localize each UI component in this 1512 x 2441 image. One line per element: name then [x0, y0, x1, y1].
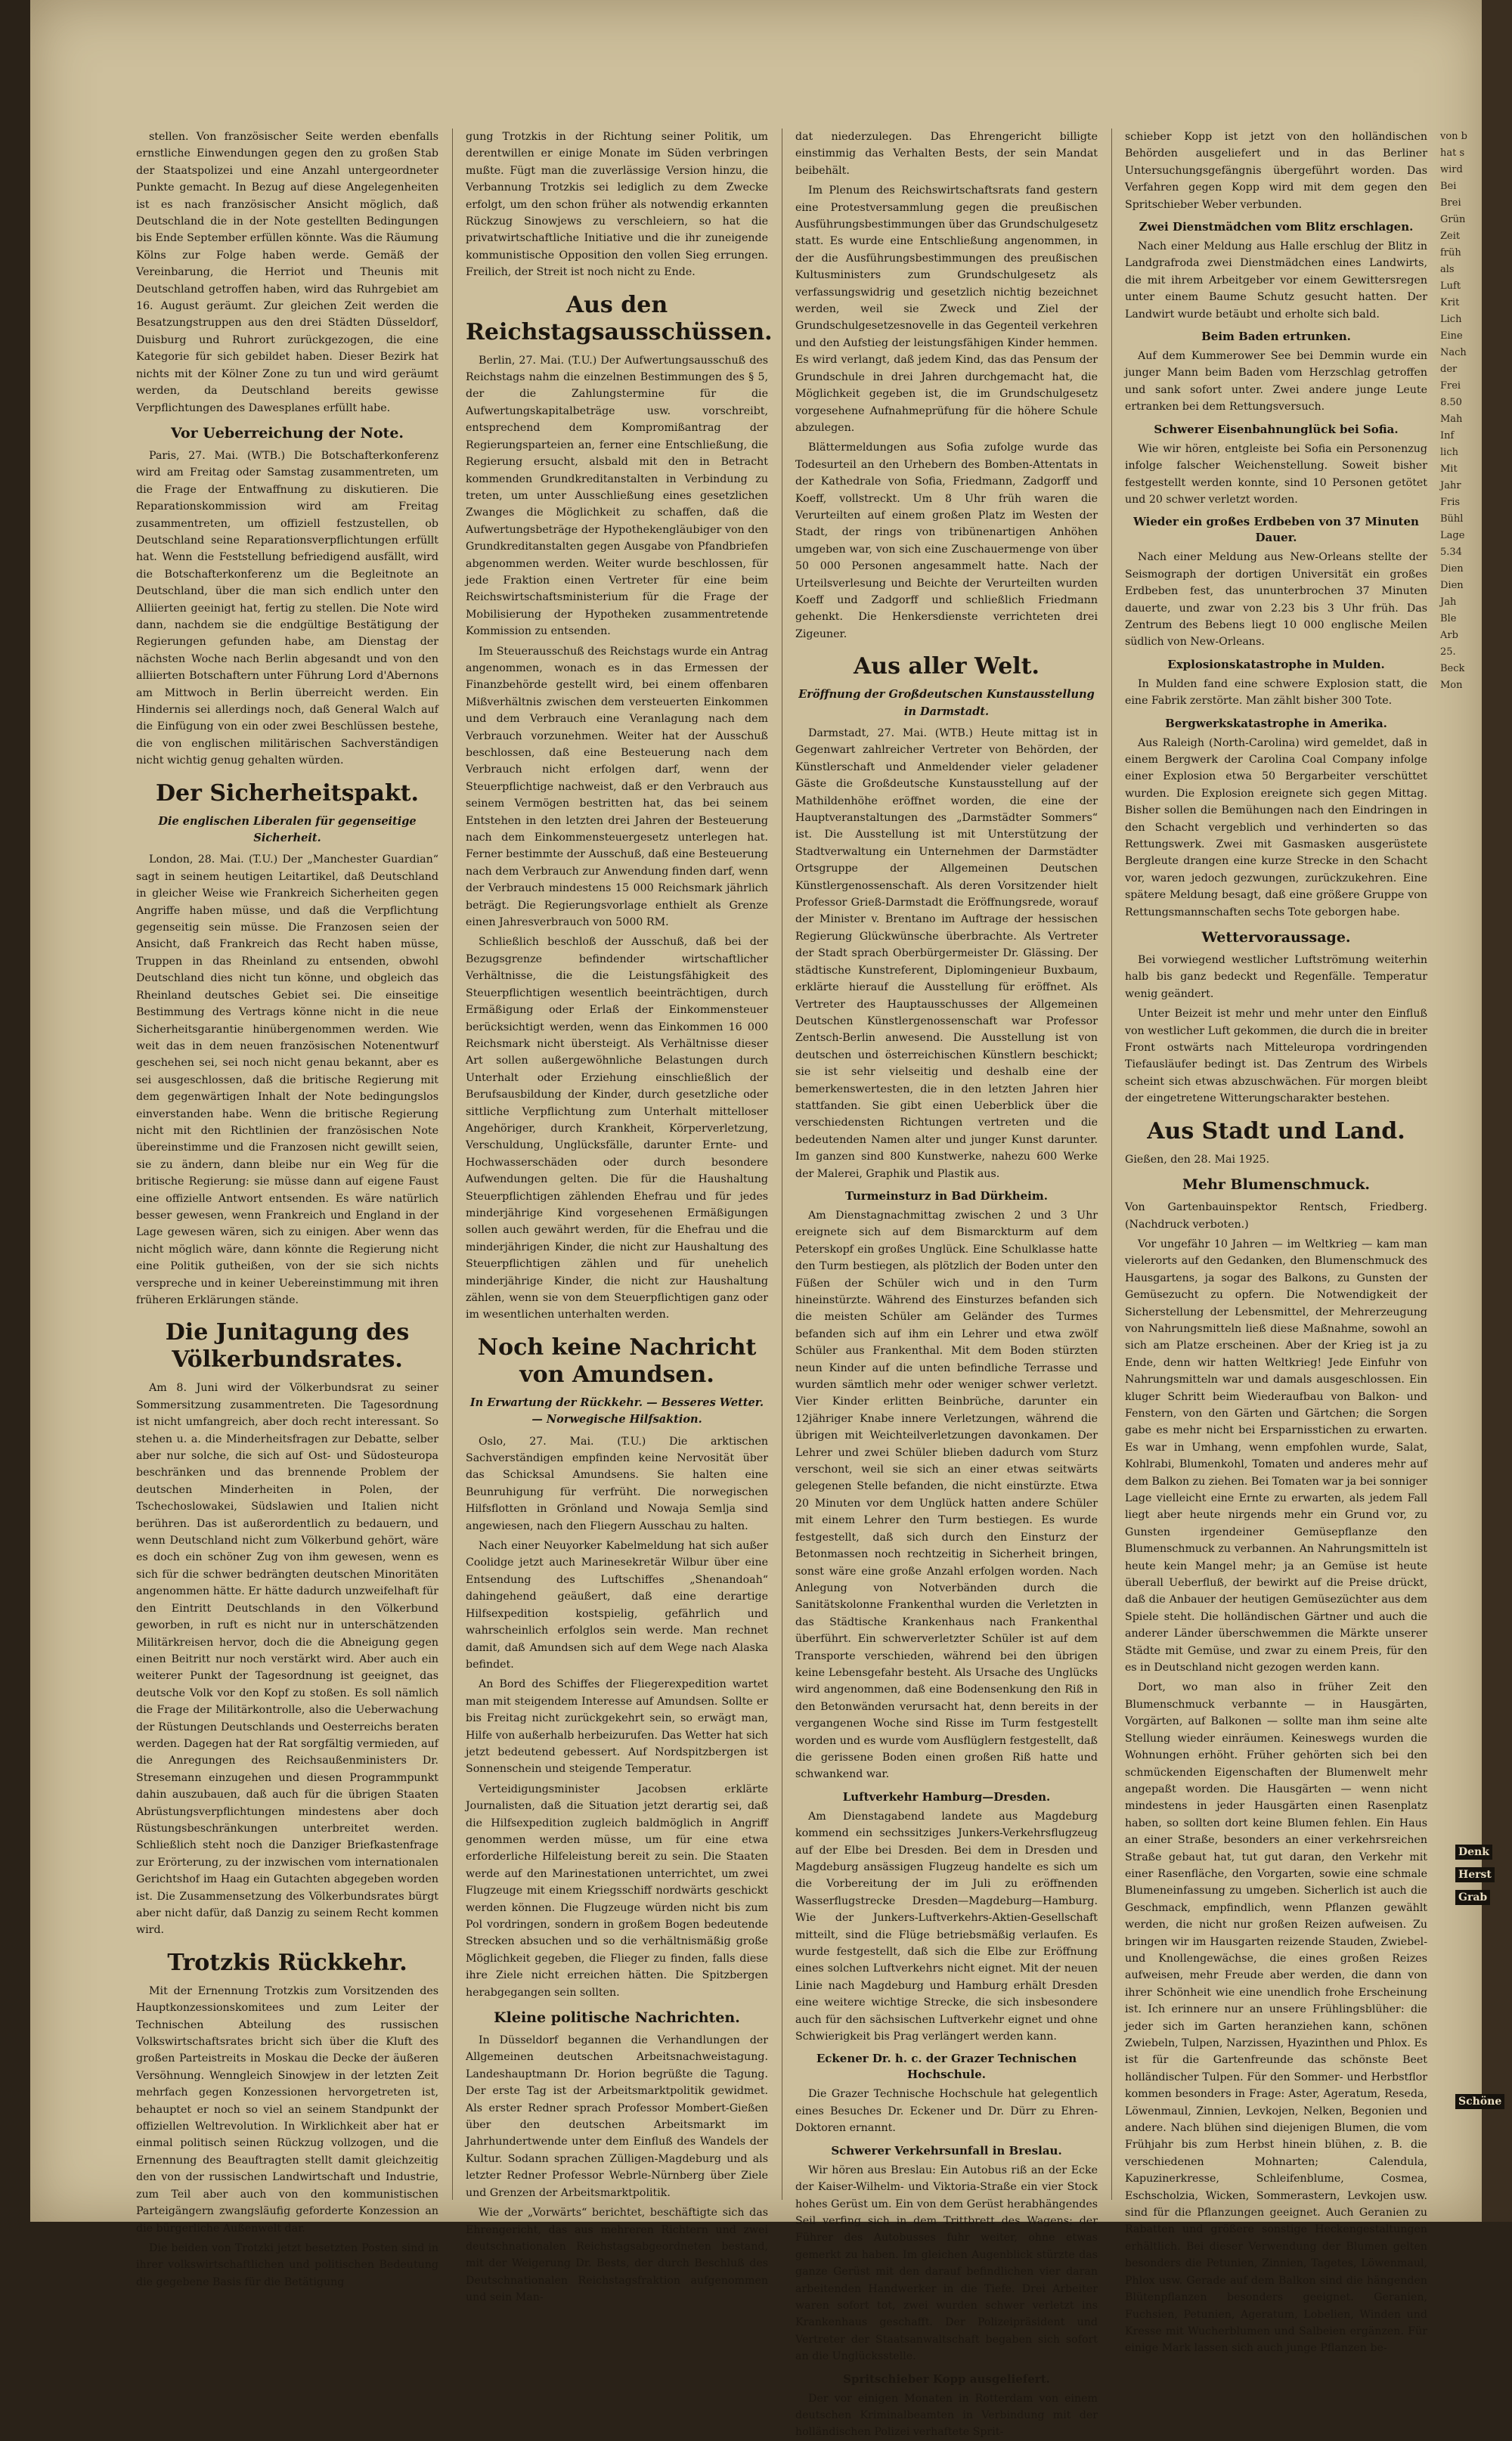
edge-text-fragment: Mon [1440, 680, 1463, 691]
advert-fragment: Grab [1455, 1890, 1490, 1905]
article-paragraph: Am 8. Juni wird der Völkerbundsrat zu seiner Sommersitzung zusammentreten. Die Tagesordnung ist nicht umfangreich, aber doch recht interessant. So stehen u. a. die Minderheitsfragen zur Debatte, selber aber nur solche, die sich auf Ost- und Südosteuropa beschränken und das brennende Problem der deutschen Minderheiten in Polen, der Tschechoslowakei, Südslawien und Italien nicht berühren. Das ist außerordentlich zu bedauern, und wenn Deutschland nicht zum Völkerbund gehört, wäre es doch ein schöner Zug von ihm gewesen, wenn es sich für die schwer bedrängten deutschen Minoritäten angenommen hätte. Er hätte dadurch unzweifelhaft für den Eintritt Deutschlands in den Völkerbund geworben, in ruft es nicht nur in unterschätzenden Militärkreisen hervor, doch die die Abneigung gegen einen Beitritt nur noch verstärkt wird. Aber auch ein weiterer Punkt der Tagesordnung ist geeignet, das deutsche Volk vor den Kopf zu stoßen. Es soll nämlich die Frage der Militärkontrolle, also die Ueberwachung der Rüstungen Deutschlands und Oesterreichs beraten werden. Dagegen hat der Rat sorgfältig vermieden, auf die Anregungen des Reichsaußenministers Dr. Stresemann einzugehen und diesen Programmpunkt dahin auszubauen, daß auch für die übrigen Staaten Abrüstungsverpflichtungen mindestens aber doch Rüstungsbeschränkungen unterbreitet werden. Schließlich steht noch die Danziger Briefkastenfrage zur Erörterung, zu der inzwischen vom internationalen Gerichtshof im Haag ein Gutachten abgegeben worden ist. Die Zusammensetzung des Völkerbundsrates bürgt aber nicht dafür, daß Danzig zu seinem Recht kommen wird. [136, 1382, 438, 1937]
advert-fragment: Schöne [1455, 2094, 1504, 2109]
edge-text-fragment: Frei [1440, 380, 1461, 392]
article-headline: Aus Stadt und Land. [1147, 1117, 1405, 1145]
article-paragraph: gung Trotzkis in der Richtung seiner Politik, um derentwillen er einige Monate im Süden verbringen mußte. Fügt man die zuverlässige Version hinzu, die Verbannung Trotzkis sei lediglich zu dem Zwecke erfolgt, um den schon früher als notwendig erkannten Rückzug Sinowjews zu verschleiern, so hat die privatwirtschaftliche Initiative und die ihr zuneigende kommunistische Opposition den vollen Sieg errungen. Freilich, der Streit ist noch nicht zu Ende. [466, 131, 768, 279]
newspaper-columns [136, 129, 1436, 2439]
article-paragraph: Die beiden von Trotzki jetzt besetzten Posten sind in ihrer volkswirtschaftlichen und politischen Bedeutung die gegebene Basis für die Betätigung [136, 2241, 438, 2288]
article-paragraph: An Bord des Schiffes der Fliegerexpedition wartet man mit steigendem Interesse auf Amundsen. Sollte er bis Freitag nicht zurückgekehrt sein, so erwägt man, Hilfe von außerhalb herbeizurufen. Das Wetter hat sich jetzt bedeutend gebessert. Auf Nordspitzbergen ist Sonnenschein und steigende Temperatur. [466, 1678, 768, 1776]
edge-text-fragment: Fris [1440, 497, 1461, 508]
article-paragraph: Verteidigungsminister Jacobsen erklärte Journalisten, daß die Situation jetzt derartig sei, daß die Hilfsexpedition zugleich baldmöglich in Angriff genommen werden müsse, um für eine etwa erforderliche Hilfeleistung bereit zu sein. Die Staaten werde auf den Marinestationen unterrichtet, um zwei Flugzeuge mit einem Kriegsschiff nordwärts geschickt werden können. Die Flugzeuge würden nicht bis zum Pol vordringen, sondern in großem Bogen bedeutende Strecken absuchen und so die verhältnismäßig große Möglichkeit gegeben, die Flieger zu finden, falls diese ihre Ziele nicht erreichen hätten. Die Spitzbergen herabgegangen sein sollten. [466, 1783, 768, 1999]
news-item-headline: Luftverkehr Hamburg—Dresden. [842, 1789, 1051, 1804]
column-3 [795, 129, 1098, 2439]
news-item-headline: Bergwerkskatastrophe in Amerika. [1165, 716, 1387, 730]
page-gutter [1482, 0, 1512, 2222]
article-subheadline: In Erwartung der Rückkehr. — Besseres Wetter. — Norwegische Hilfsaktion. [469, 1396, 764, 1426]
news-item-headline: Beim Baden ertrunken. [1201, 330, 1351, 344]
edge-text-fragment: der [1440, 364, 1458, 375]
edge-text-fragment: als [1440, 264, 1455, 275]
article-paragraph: Aus Raleigh (North-Carolina) wird gemeldet, daß in einem Bergwerk der Carolina Coal Company infolge einer Explosion etwa 50 Bergarbeiter verschüttet wurden. Die Explosion ereignete sich gegen Mittag. Bisher sollen die Bemühungen nach den Eindringen in den Schacht vergeblich und verhinderten so das Rettungswerk. Zwei mit Gasmasken ausgerüstete Bergleute drangen eine kurze Strecke in den Schacht vor, waren jedoch gezwungen, zurückzukehren. Eine spätere Meldung besagt, daß eine größere Gruppe von Rettungsmannschaften sechs Tote geborgen habe. [1125, 736, 1427, 918]
article-paragraph: In Düsseldorf begannen die Verhandlungen der Allgemeinen deutschen Arbeitsnachweistagung. Landeshauptmann Dr. Horion begrüßte die Tagung. Der erste Tag ist der Arbeitsmarktpolitik gewidmet. Als erster Redner sprach Professor Mombert-Gießen über den deutschen Arbeitsmarkt im Jahrhundertwende unter dem Einfluß des Wandels der Kultur. Sodann sprachen Zülligen-Magdeburg und als letzter Redner Professor Webrle-Nürnberg über Ziele und Grenzen der Arbeitsmarktpolitik. [466, 2034, 768, 2199]
article-headline: Aus den Reichstagsausschüssen. [466, 291, 773, 345]
article-paragraph: Dort, wo man also in früher Zeit den Blumenschmuck verbannte — in Hausgärten, Vorgärten, auf Balkonen — sollte man ihm seine alte Stellung wieder einräumen. Keineswegs wurden die Wohnungen erhöht. Früher gehörten sich bei den schmückenden Eigenschaften der Blumenwelt mehr angepaßt worden. Die Hausgärten — wenn nicht mindestens in jeder Hausgärten einen Rasenplatz haben, so sollten dort keine Blumen fehlen. Ein Haus an einer Straße, besonders an einer verkehrsreichen Straße gebaut hat, tut gut daran, den Verkehr mit einer Rasenfläche, den Vorgarten, sowie eine schmale Blumeneinfassung zu umgeben. Sicherlich ist auch die Geschmack, empfindlich, wenn Pflanzen gewählt werden, die nicht nur großen Reizen aufweisen. Zu bringen wir im Hausgarten reizende Stauden, Zwiebel- und Knollengewächse, die eines großen Reizes aufweisen, mehr Freude aber werden, die dann von ihrer Schönheit wie eine unendlich frohe Erscheinung ist. Ich erinnere nur an unsere Frühlingsblüher: die jeder sich im Garten heranziehen kann, schönen Zwiebeln, Tulpen, Narzissen, Hyazinthen und Phlox. Es ist für die Gartenfreunde das schönste Beet holländischer Tulpen. Für den Sommer- und Herbstflor kommen besonders in Frage: Aster, Ageratum, Reseda, Löwenmaul, Zinnien, Levkojen, Nelken, Begonien und andere. Nach blühen sind diejenigen Blumen, die vom Frühjahr bis zum Herbst hinein blühen, z. B. die verschiedenen Mohnarten; Calendula, Kapuzinerkresse, Schleifenblume, Cosmea, Eschscholzia, Wicken, Sommerastern, Levkojen usw. sind für die Pflanzungen geeignet. Auch Geranien zu Rabatten und größere sonstige Heckengestaltungen erhältlich. Bei dieser Verwendung der Blumen gelten besonders die Petunien, Zinnien, Tagetes, Löwenmaul, Phlox usw. Gerade auf dem Balkon sind die hängenden Blütenpflanzen besonders geeignet. Geranien, Fuchsien, Petunien, Ageratum, Lobelien, Winden und Kresse mit Wucherblumen und Salbeien ergänzen. Für einige Mark lassen sich auch junge Pflanzen be- [1125, 1681, 1427, 2355]
article-paragraph: Wir hören aus Breslau: Ein Autobus riß an der Ecke der Kaiser-Wilhelm- und Viktoria-Straße ein vier Stock hohes Gerüst um. Ein von dem Gerüst herabhängendes Seil verfing sich in dem Trittbrett des Wagens; der Führer des Autobusses fuhr weiter, ohne etwas gemerkt zu haben. Im gleichen Augenblick stürzte das ganze Gerüst mit den darauf befindlichen vier daran arbeitenden Handwerker in die Tiefe. Drei Arbeiter waren sofort tot, zwei wurden schwer verletzt ins Krankenhaus geschafft. Der Polizeipräsident und Vertreter der Staatsanwaltschaft begaben sich sofort an die Unglücksstelle. [795, 2164, 1098, 2363]
edge-text-fragment: Ble [1440, 613, 1457, 624]
article-paragraph: Von Gartenbauinspektor Rentsch, Friedberg. (Nachdruck verboten.) [1125, 1201, 1427, 1231]
article-subheadline: Eröffnung der Großdeutschen Kunstausstellung in Darmstadt. [798, 688, 1095, 718]
column-divider [452, 129, 453, 2200]
article-paragraph: Darmstadt, 27. Mai. (WTB.) Heute mittag ist in Gegenwart zahlreicher Vertreter von Behörden, der Künstlerschaft und Anmeldender vieler geladener Gäste die Großdeutsche Kunstausstellung auf der Mathildenhöhe eröffnet worden, die eine der Hauptveranstaltungen des „Darmstädter Sommers“ ist. Die Ausstellung ist mit Unterstützung der Stadtverwaltung ein Unternehmen der Darmstädter Ortsgruppe der Allgemeinen Deutschen Künstlergenossenschaft. Als deren Vorsitzender hielt Professor Grieß-Darmstadt die Eröffnungsrede, worauf der Minister v. Brentano im Auftrage der hessischen Regierung Glückwünsche überbrachte. Als Vertreter der Stadt sprach Oberbürgermeister Dr. Glässing. Der städtische Kunstreferent, Diplomingenieur Buxbaum, erklärte hierauf die Ausstellung für eröffnet. Als Vertreter des Hauptausschusses der Allgemeinen Deutschen Künstlergenossenschaft war Professor Zentsch-Berlin anwesend. Die Ausstellung ist von deutschen und österreichischen Künstlern beschickt; sie ist sehr vielseitig und deshalb eine der bemerkenswertesten, die in den letzten Jahren hier stattfanden. Sie gibt einen Ueberblick über die verschiedensten Richtungen vertreten und die bedeutenden Namen alter und junger Kunst darunter. Im ganzen sind 800 Kunstwerke, nahezu 600 Werke der Malerei, Graphik und Plastik aus. [795, 727, 1098, 1180]
edge-text-fragment: Krit [1440, 297, 1460, 308]
edge-text-fragment: lich [1440, 447, 1458, 458]
article-paragraph: Wie der „Vorwärts“ berichtet, beschäftigte sich das Ehrengericht, das aus mehreren Richtern und zwei deutschnationalen Reichstagsabgeordneten bestand, mit der Weigerung Dr. Bests, der durch Beschluß des Deutschnationalen Reichstagsfraktion aufgenommen und sein Man- [466, 2207, 768, 2304]
article-paragraph: London, 28. Mai. (T.U.) Der „Manchester Guardian“ sagt in seinem heutigen Leitartikel, daß Deutschland in gleicher Weise wie Frankreich Sicherheiten gegen Angriffe haben müsse, und daß die Verpflichtung gegenseitig sein müsse. Die Franzosen seien der Ansicht, daß Frankreich das Recht haben müsse, Truppen in das Rheinland zu entsenden, obwohl Deutschland dies nicht tun könne, und obgleich das Rheinland deutsches Gebiet sei. Die einseitige Bestimmung des Vertrags könne nicht in die neue Sicherheitsgarantie hinübergenommen werden. Wie weit das in dem neuen französischen Notenentwurf geschehen sei, sei noch nicht genau bekannt, aber es sei ausgeschlossen, daß die britische Regierung mit dem gegenwärtigen Inhalt der Note bedingungslos einverstanden habe. Wenn die britische Regierung nicht mit den Richtlinien der französischen Note übereinstimme und die Franzosen nicht gewillt seien, sie zu ändern, dann bleibe nur ein Weg für die britische Regierung: sie müsse dann auf eigene Faust eine offizielle Antwort entsenden. Es wäre natürlich besser gewesen, wenn Frankreich und England in der Lage gewesen wären, sich zu einigen. Aber wenn das nicht möglich wäre, dann könnte die Regierung nicht eine Politik gutheißen, von der sie sich nichts verspreche und in keiner Uebereinstimmung mit ihren früheren Erklärungen stände. [136, 853, 438, 1306]
edge-text-fragment: Brei [1440, 197, 1461, 209]
article-paragraph: Gießen, den 28. Mai 1925. [1125, 1153, 1270, 1166]
advert-fragment: Herst [1455, 1867, 1495, 1882]
article-paragraph: Im Plenum des Reichswirtschaftsrats fand gestern eine Protestversammlung gegen die preußischen Ausführungsbestimmungen über das Grundschulgesetz statt. Es wurde eine Entschließung angenommen, in der die Ausführungsbestimmungen des preußischen Kultusministers zum Grundschulgesetz als verfassungswidrig und gesetzlich nichtig bezeichnet werden, weil sie Zweck und Ziel der Grundschulgesetzesnovelle in das Gegenteil verkehren und den Aufstieg der leistungsfähigen Kinder hemmen. Es wird verlangt, daß jedem Kind, das das Pensum der Grundschule in drei Jahren durchgemacht hat, die Möglichkeit gegeben ist, die im Grundschulgesetz vorgesehene Aufnahmeprüfung für die höhere Schule abzulegen. [795, 184, 1098, 434]
news-item-headline: Turmeinsturz in Bad Dürkheim. [845, 1188, 1048, 1203]
edge-text-fragment: Grün [1440, 214, 1466, 225]
news-item-headline: Spritschieber Kopp ausgeliefert. [843, 2371, 1050, 2386]
edge-text-fragment: Arb [1440, 630, 1458, 641]
article-paragraph: Unter Beizeit ist mehr und mehr unter den Einfluß von westlicher Luft gekommen, die durch die in breiter Front ostwärts nach Mitteleuropa vordringenden Tiefausläufer bedingt ist. Das Zentrum des Wirbels scheint sich etwas abzuschwächen. Für morgen bleibt der eingetretene Witterungscharakter bestehen. [1125, 1008, 1427, 1105]
edge-text-fragment: Beck [1440, 663, 1465, 674]
news-item-headline: Explosionskatastrophe in Mulden. [1167, 657, 1385, 671]
article-subheadline: Die englischen Liberalen für gegenseitige Sicherheit. [158, 814, 417, 845]
article-paragraph: Berlin, 27. Mai. (T.U.) Der Aufwertungsausschuß des Reichstags nahm die einzelnen Bestimmungen des § 5, der die Zahlungstermine für die Aufwertungskapitalbeträge usw. vorschreibt, entsprechend dem Kompromißantrag der Regierungsparteien an, ferner eine Entschließung, die Regierung ersucht, alsbald mit den in Betracht kommenden Grundkreditanstalten in Verbindung zu treten, um unter Ausschließung eines gesetzlichen Zwanges die Möglichkeit zu schaffen, daß die Aufwertungsbeträge der Hypothekengläubiger von den Grundkreditanstalten gegen Ausgabe von Pfandbriefen abgenommen werden. Weiter wurde beschlossen, für jede Fraktion einen Vertreter für eine beim Reichswirtschaftsministerium für die Frage der Mobilisierung der Hypotheken zusammentretende Kommission zu entsenden. [466, 354, 768, 638]
article-paragraph: Bei vorwiegend westlicher Luftströmung weiterhin halb bis ganz bedeckt und Regenfälle. Temperatur wenig geändert. [1125, 954, 1427, 1000]
edge-text-fragment: Bühl [1440, 513, 1464, 525]
edge-text-fragment: früh [1440, 247, 1461, 259]
article-paragraph: Oslo, 27. Mai. (T.U.) Die arktischen Sachverständigen empfinden keine Nervosität über das Schicksal Amundsens. Sie halten eine Beunruhigung für verfrüht. Die norwegischen Hilfsflotten in Grönland und Nowaja Semlja sind angewiesen, nach den Fliegern Ausschau zu halten. [466, 1435, 768, 1532]
adjacent-page-edge [1440, 129, 1482, 2200]
article-paragraph: Mit der Ernennung Trotzkis zum Vorsitzenden des Hauptkonzessionskomitees und zum Leiter der Technischen Abteilung des russischen Volkswirtschaftsrates bricht sich über die Kluft des großen Parteistreits in Moskau die Decke der äußeren Versöhnung. Wenngleich Sinowjew in der letzten Zeit mehrfach gegen Konzessionen hervorgetreten ist, behauptet er noch so viel an seinem Standpunkt der offiziellen Weltrevolution. In Wirklichkeit aber hat er einmal politisch seinen Rückzug vollzogen, und die Ernennung des Beauftragten stellt damit gleichzeitig den von der russischen Landwirtschaft und Industrie, zum Teil aber auch von den kommunistischen Parteigängern zwangsläufig geforderte Konzession an die bürgerliche Außenwelt dar. [136, 1984, 438, 2235]
article-paragraph: Nach einer Neuyorker Kabelmeldung hat sich außer Coolidge jetzt auch Marinesekretär Wilbur über eine Entsendung des Luftschiffes „Shenandoah“ dahingehend geäußert, daß eine derartige Hilfsexpedition kostspielig, gefährlich und wahrscheinlich erfolglos sein werde. Man rechnet damit, daß Amundsen sich auf dem Wege nach Alaska befindet. [466, 1540, 768, 1671]
article-headline: Kleine politische Nachrichten. [494, 2009, 740, 2027]
edge-text-fragment: Lich [1440, 314, 1462, 325]
column-1 [136, 129, 438, 2288]
news-item-headline: Wieder ein großes Erdbeben von 37 Minuten Dauer. [1133, 515, 1419, 545]
article-paragraph: Im Steuerausschuß des Reichstags wurde ein Antrag angenommen, wonach es in das Ermessen der Finanzbehörde gestellt wird, bei einem offenbaren Mißverhältnis zwischen dem versteuerten Einkommen und dem Verbrauch eine Veranlagung nach dem Verbrauch vorzunehmen. Weiter hat der Ausschuß beschlossen, daß eine Besteuerung nach dem Verbrauch nicht erfolgen darf, wenn der Steuerpflichtige nachweist, daß er den Verbrauch aus seinem Vermögen bestritten hat, das bei seinem Entstehen in den letzten drei Jahren der Besteuerung nach dem Einkommensteuergesetz unterlegen hat. Ferner bestimmte der Ausschuß, daß eine Besteuerung nach dem Verbrauch zur Anwendung finden darf, wenn der Verbrauch mindestens 15 000 Reichsmark jährlich beträgt. Die Regierungsvorlage enthielt als Grenze einen Jahresverbrauch von 5000 RM. [466, 645, 768, 929]
edge-text-fragment: Dien [1440, 580, 1464, 591]
column-divider [1111, 129, 1112, 2200]
edge-text-fragment: 25. [1440, 646, 1456, 658]
advert-fragment: Denk [1455, 1845, 1492, 1860]
edge-text-fragment: von b [1440, 131, 1467, 142]
article-paragraph: Wie wir hören, entgleiste bei Sofia ein Personenzug infolge falscher Weichenstellung. Soweit bisher festgestellt werden konnte, sind 10 Personen getötet und 20 schwer verletzt worden. [1125, 442, 1427, 506]
article-paragraph: Vor ungefähr 10 Jahren — im Weltkrieg — kam man vielerorts auf den Gedanken, den Blumenschmuck des Hausgartens, ja sogar des Balkons, zu Gunsten der Gemüsezucht zu opfern. Die Notwendigkeit der Sicherstellung der Lebensmittel, der Mehrerzeugung von Nahrungsmitteln ließ diese Maßnahme, sowohl an sich am Platze erscheinen. Aber der Krieg ist ja zu Ende, denn wir hatten Weltkrieg! Jede Einfuhr von Nahrungsmitteln war und damals ausgeschlossen. Ein kluger Schritt beim Wiederaufbau von Balkon- und Fenstern, von den Gärten und Gärtchen; die Sorgen gabe es mehr nicht bei Ersparnisstichen zu erwarten. Es war in Umhang, wenn empfohlen wurde, Salat, Kohlrabi, Blumenkohl, Tomaten und anderes mehr auf dem Balkon zu ziehen. Bei Tomaten war ja bei sonniger Lage vielleicht eine Ernte zu erwarten, als jedem Fall liegt aber heute nirgends mehr ein Grund vor, zu Gunsten irgendeiner Gemüsepflanze den Blumenschmuck zu verbannen. An Nahrungsmitteln ist heute kein Mangel mehr; ja an Gemüse ist heute überall Ueberfluß, der bewirkt auf die Preise drückt, daß die Anbauer der heutigen Gemüsezüchter aus dem Spiele steht. Die holländischen Gärtner und auch die anderer Länder überschwemmen die Märkte unserer Städte mit Gemüse, und zwar zu einem Preis, für den es in Deutschland nicht gezogen werden kann. [1125, 1238, 1427, 1674]
edge-text-fragment: Eine [1440, 330, 1463, 342]
edge-text-fragment: Jah [1440, 596, 1457, 608]
edge-text-fragment: Jahr [1440, 480, 1461, 491]
edge-text-fragment: Luft [1440, 280, 1461, 292]
edge-text-fragment: Mit [1440, 463, 1458, 475]
article-paragraph: Die Grazer Technische Hochschule hat gelegentlich eines Besuches Dr. Eckener und Dr. Dürr zu Ehren-Doktoren ernannt. [795, 2088, 1098, 2135]
article-headline: Vor Ueberreichung der Note. [170, 424, 404, 441]
article-headline: Mehr Blumenschmuck. [1182, 1176, 1370, 1194]
edge-text-fragment: Lage [1440, 530, 1465, 541]
article-headline: Noch keine Nachricht von Amundsen. [477, 1334, 757, 1388]
article-paragraph: Am Dienstagnachmittag zwischen 2 und 3 Uhr ereignete sich auf dem Bismarckturm auf dem Peterskopf ein großes Unglück. Eine Schulklasse hatte den Turm bestiegen, als plötzlich der Boden unter den Füßen der Schüler wich und in den Turm hineinstürzte. Während des Einsturzes befanden sich die meisten Schüler am Geländer des Turmes befanden sich auf ihm ein Lehrer und etwa zwölf Schüler aus Frankenthal. Mit dem Boden stürzten neun Kinder auf die unten befindliche Terrasse und wurden sämtlich mehr oder weniger schwer verletzt. Vier Kinder erlitten Beinbrüche, darunter ein 12jähriger Knabe innere Verletzungen, während die übrigen mit Weichteilverletzungen davonkamen. Der Lehrer und zwei Schüler blieben dadurch vom Sturz verschont, weil sie sich an einer etwas seitwärts gelegenen Stelle befanden, die nicht einstürzte. Etwa 20 Minuten vor dem Unglück hatten andere Schüler mit einem Lehrer den Turm bestiegen. Es wurde festgestellt, daß sich durch den Einsturz der Betonmassen noch rechtzeitig in Sicherheit bringen, sonst wäre eine große Anzahl erfolgen worden. Nach Anlegung von Notverbänden durch die Sanitätskolonne Frankenthal wurden die Verletzten in das Städtische Krankenhaus nach Frankenthal überführt. Ein schwerverletzter Schüler ist auf dem Transporte verschieden, während bei den übrigen keine Lebensgefahr besteht. Als Ursache des Unglücks wird angenommen, daß eine Bodensenkung den Riß in den Betonwänden verursacht hat, denn bereits in der vergangenen Woche sind Risse im Turm festgestellt worden und es wurde vom Ausflüglern festgestellt, daß die gerissene Boden einen großen Riß hatte und schwankend war. [795, 1209, 1098, 1781]
edge-text-fragment: Inf [1440, 430, 1455, 441]
article-paragraph: Am Dienstagabend landete aus Magdeburg kommend ein sechssitziges Junkers-Verkehrsflugzeug auf der Elbe bei Dresden. Bei dem in Dresden und Magdeburg ansässigen Flugzeug handelte es sich um die Vorbereitung der im Juli zu eröffnenden Wasserflugstrecke Dresden—Magdeburg—Hamburg. Wie der Junkers-Luftverkehrs-Aktien-Gesellschaft mitteilt, sind die Flüge betriebsmäßig verlaufen. Es wurde festgestellt, daß sich die Elbe zur Eröffnung eines solchen Luftverkehrs nicht eignet. Mit der neuen Linie nach Magdeburg und Hamburg erhält Dresden eine weitere wichtige Strecke, die sich insbesondere auch für den sächsischen Luftverkehr eignet und ohne Schwierigkeit bis Prag verlängert werden kann. [795, 1810, 1098, 2043]
article-headline: Der Sicherheitspakt. [156, 779, 419, 807]
edge-text-fragment: hat s [1440, 147, 1465, 159]
news-item-headline: Eckener Dr. h. c. der Grazer Technischen Hochschule. [816, 2052, 1077, 2082]
article-paragraph: Nach einer Meldung aus Halle erschlug der Blitz in Landgrafroda zwei Dienstmädchen eines Landwirts, die mit ihrem Arbeitgeber vor einem Gewittersregen unter einem Baume Schutz gesucht hatten. Der Landwirt wurde betäubt und erholte sich bald. [1125, 240, 1427, 321]
article-paragraph: stellen. Von französischer Seite werden ebenfalls ernstliche Einwendungen gegen den zu großen Stab der Staatspolizei und eine Anzahl untergeordneter Punkte gemacht. In Bezug auf diese Angelegenheiten ist es nach französischer Ansicht möglich, daß Deutschland die in der Note gestellten Bedingungen bis Ende September erfüllen könnte. Was die Räumung Kölns zur Folge haben werde. Gemäß der Vereinbarung, die Herriot und Theunis mit Deutschland getroffen haben, wird das Ruhrgebiet am 16. August geräumt. Zur gleichen Zeit werden die Besatzungstruppen aus den drei Städten Düsseldorf, Duisburg und Ruhrort zurückgezogen, die eine Kategorie für sich gebildet haben. Dieser Bezirk hat nichts mit der Kölner Zone zu tun und wird geräumt werden, da Deutschland bereits gewisse Verpflichtungen des Dawesplanes erfüllt habe. [136, 131, 438, 414]
article-paragraph: schieber Kopp ist jetzt von den holländischen Behörden ausgeliefert und in das Berliner Untersuchungsgefängnis übergeführt worden. Das Verfahren gegen Kopp wird mit dem gegen den Spritschieber Weber verbunden. [1125, 131, 1427, 211]
article-paragraph: Der vor einigen Monaten in Rotterdam von einem deutschen Kriminalbeamten in Verbindung mit der holländischen Polizei verhaftete Sprit- [795, 2392, 1098, 2439]
article-paragraph: Schließlich beschloß der Ausschuß, daß bei der Bezugsgrenze befindender wirtschaftlicher Verhältnisse, die die Leistungsfähigkeit des Steuerpflichtigen wesentlich beeinträchtigen, durch Ermäßigung oder Erlaß der Einkommensteuer berücksichtigt werden, wenn das Einkommen 16 000 Reichsmark nicht übersteigt. Als Verhältnisse dieser Art sollen außergewöhnliche Belastungen durch Unterhalt oder Erziehung einschließlich der Berufsausbildung der Kinder, durch gesetzliche oder sittliche Verpflichtung zum Unterhalt mittelloser Angehöriger, durch Krankheit, Körperverletzung, Verschuldung, Unglücksfälle, darunter Ernte- und Hochwasserschäden oder durch besondere Aufwendungen gelten. Die für die Haushaltung Steuerpflichtigen zählenden Ehefrau und für jedes minderjährige Kind vorgesehenen Ermäßigungen sollen auch gewährt werden, für die Ehefrau und die minderjährigen Kinder, die nicht zur Haushaltung des Steuerpflichtigen zählen und für unehelich minderjährige Kinder, die nicht zur Haushaltung zählen, wenn sie von dem Steuerpflichtigen ganz oder im wesentlichen unterhalten werden. [466, 936, 768, 1321]
article-paragraph: Auf dem Kummerower See bei Demmin wurde ein junger Mann beim Baden vom Herzschlag getroffen und sank sofort unter. Zwei andere junge Leute ertranken bei dem Rettungsversuch. [1125, 350, 1427, 414]
article-headline: Trotzkis Rückkehr. [167, 1949, 407, 1976]
article-paragraph: Blättermeldungen aus Sofia zufolge wurde das Todesurteil an den Urhebern des Bomben-Attentats in der Kathedrale von Sofia, Friedmann, Zadgorff und Koeff, vollstreckt. Um 8 Uhr früh waren die Verurteilten auf einem großen Platz im Westen der Stadt, der rings von tribünenartigen Anhöhen umgeben war, von sich eine Zuschauermenge von über 50 000 Personen angesammelt hatte. Nach der Urteilsverlesung und Beichte der Verurteilten wurden Koeff und Zadgorff und schließlich Friedmann gehenkt. Die Henkersdienste verrichteten drei Zigeuner. [795, 441, 1098, 640]
edge-text-fragment: Mah [1440, 414, 1463, 425]
article-paragraph: Paris, 27. Mai. (WTB.) Die Botschafterkonferenz wird am Freitag oder Samstag zusammentreten, um die Frage der Entwaffnung zu diskutieren. Die Reparationskommission wird am Freitag zusammentreten, um offiziell festzustellen, ob Deutschland seine Reparationsverpflichtungen erfüllt hat. Wenn die Feststellung befriedigend ausfällt, wird die Botschafterkonferenz um die Begleitnote an Deutschland, über die man sich endlich unter den Alliierten geeinigt hat, fertig zu stellen. Die Note wird dann, nachdem sie die endgültige Bestätigung der Regierungen gefunden habe, am Dienstag der nächsten Woche nach Berlin abgesandt und von den alliierten Botschaftern unter Führung Lord d'Abernons am Mittwoch in Berlin überreicht werden. Ein Hindernis sei allerdings noch, daß General Walch auf die Einfügung von ein oder zwei Beschlüssen bestehe, die von englischen militärischen Sachverständigen nicht wichtig genug gehalten würden. [136, 449, 438, 767]
column-4 [1125, 129, 1427, 2355]
article-headline: Wettervoraussage. [1201, 929, 1351, 946]
edge-text-fragment: wird [1440, 164, 1463, 175]
news-item-headline: Zwei Dienstmädchen vom Blitz erschlagen. [1139, 220, 1414, 234]
edge-text-fragment: Dien [1440, 563, 1464, 575]
article-paragraph: In Mulden fand eine schwere Explosion statt, die eine Fabrik zerstörte. Man zählt bisher 300 Tote. [1125, 677, 1427, 708]
article-headline: Aus aller Welt. [853, 653, 1040, 680]
edge-text-fragment: Bei [1440, 181, 1457, 192]
article-paragraph: dat niederzulegen. Das Ehrengericht billigte einstimmig das Verhalten Bests, der sein Mandat beibehält. [795, 131, 1098, 177]
edge-text-fragment: Zeit [1440, 231, 1461, 242]
news-item-headline: Schwerer Verkehrsunfall in Breslau. [831, 2143, 1062, 2158]
article-headline: Die Junitagung des Völkerbundsrates. [165, 1319, 410, 1374]
column-2 [466, 129, 773, 2304]
edge-text-fragment: 8.50 [1440, 397, 1462, 408]
article-paragraph: Nach einer Meldung aus New-Orleans stellte der Seismograph der dortigen Universität ein großes Erdbeben fest, das ununterbrochen 37 Minuten dauerte, und zwar von 2.23 bis 3 Uhr früh. Das Zentrum des Bebens liegt 10 000 englische Meilen südlich von New-Orleans. [1125, 551, 1427, 649]
edge-text-fragment: Nach [1440, 347, 1467, 358]
news-item-headline: Schwerer Eisenbahnunglück bei Sofia. [1154, 422, 1399, 436]
edge-text-fragment: 5.34 [1440, 547, 1462, 558]
